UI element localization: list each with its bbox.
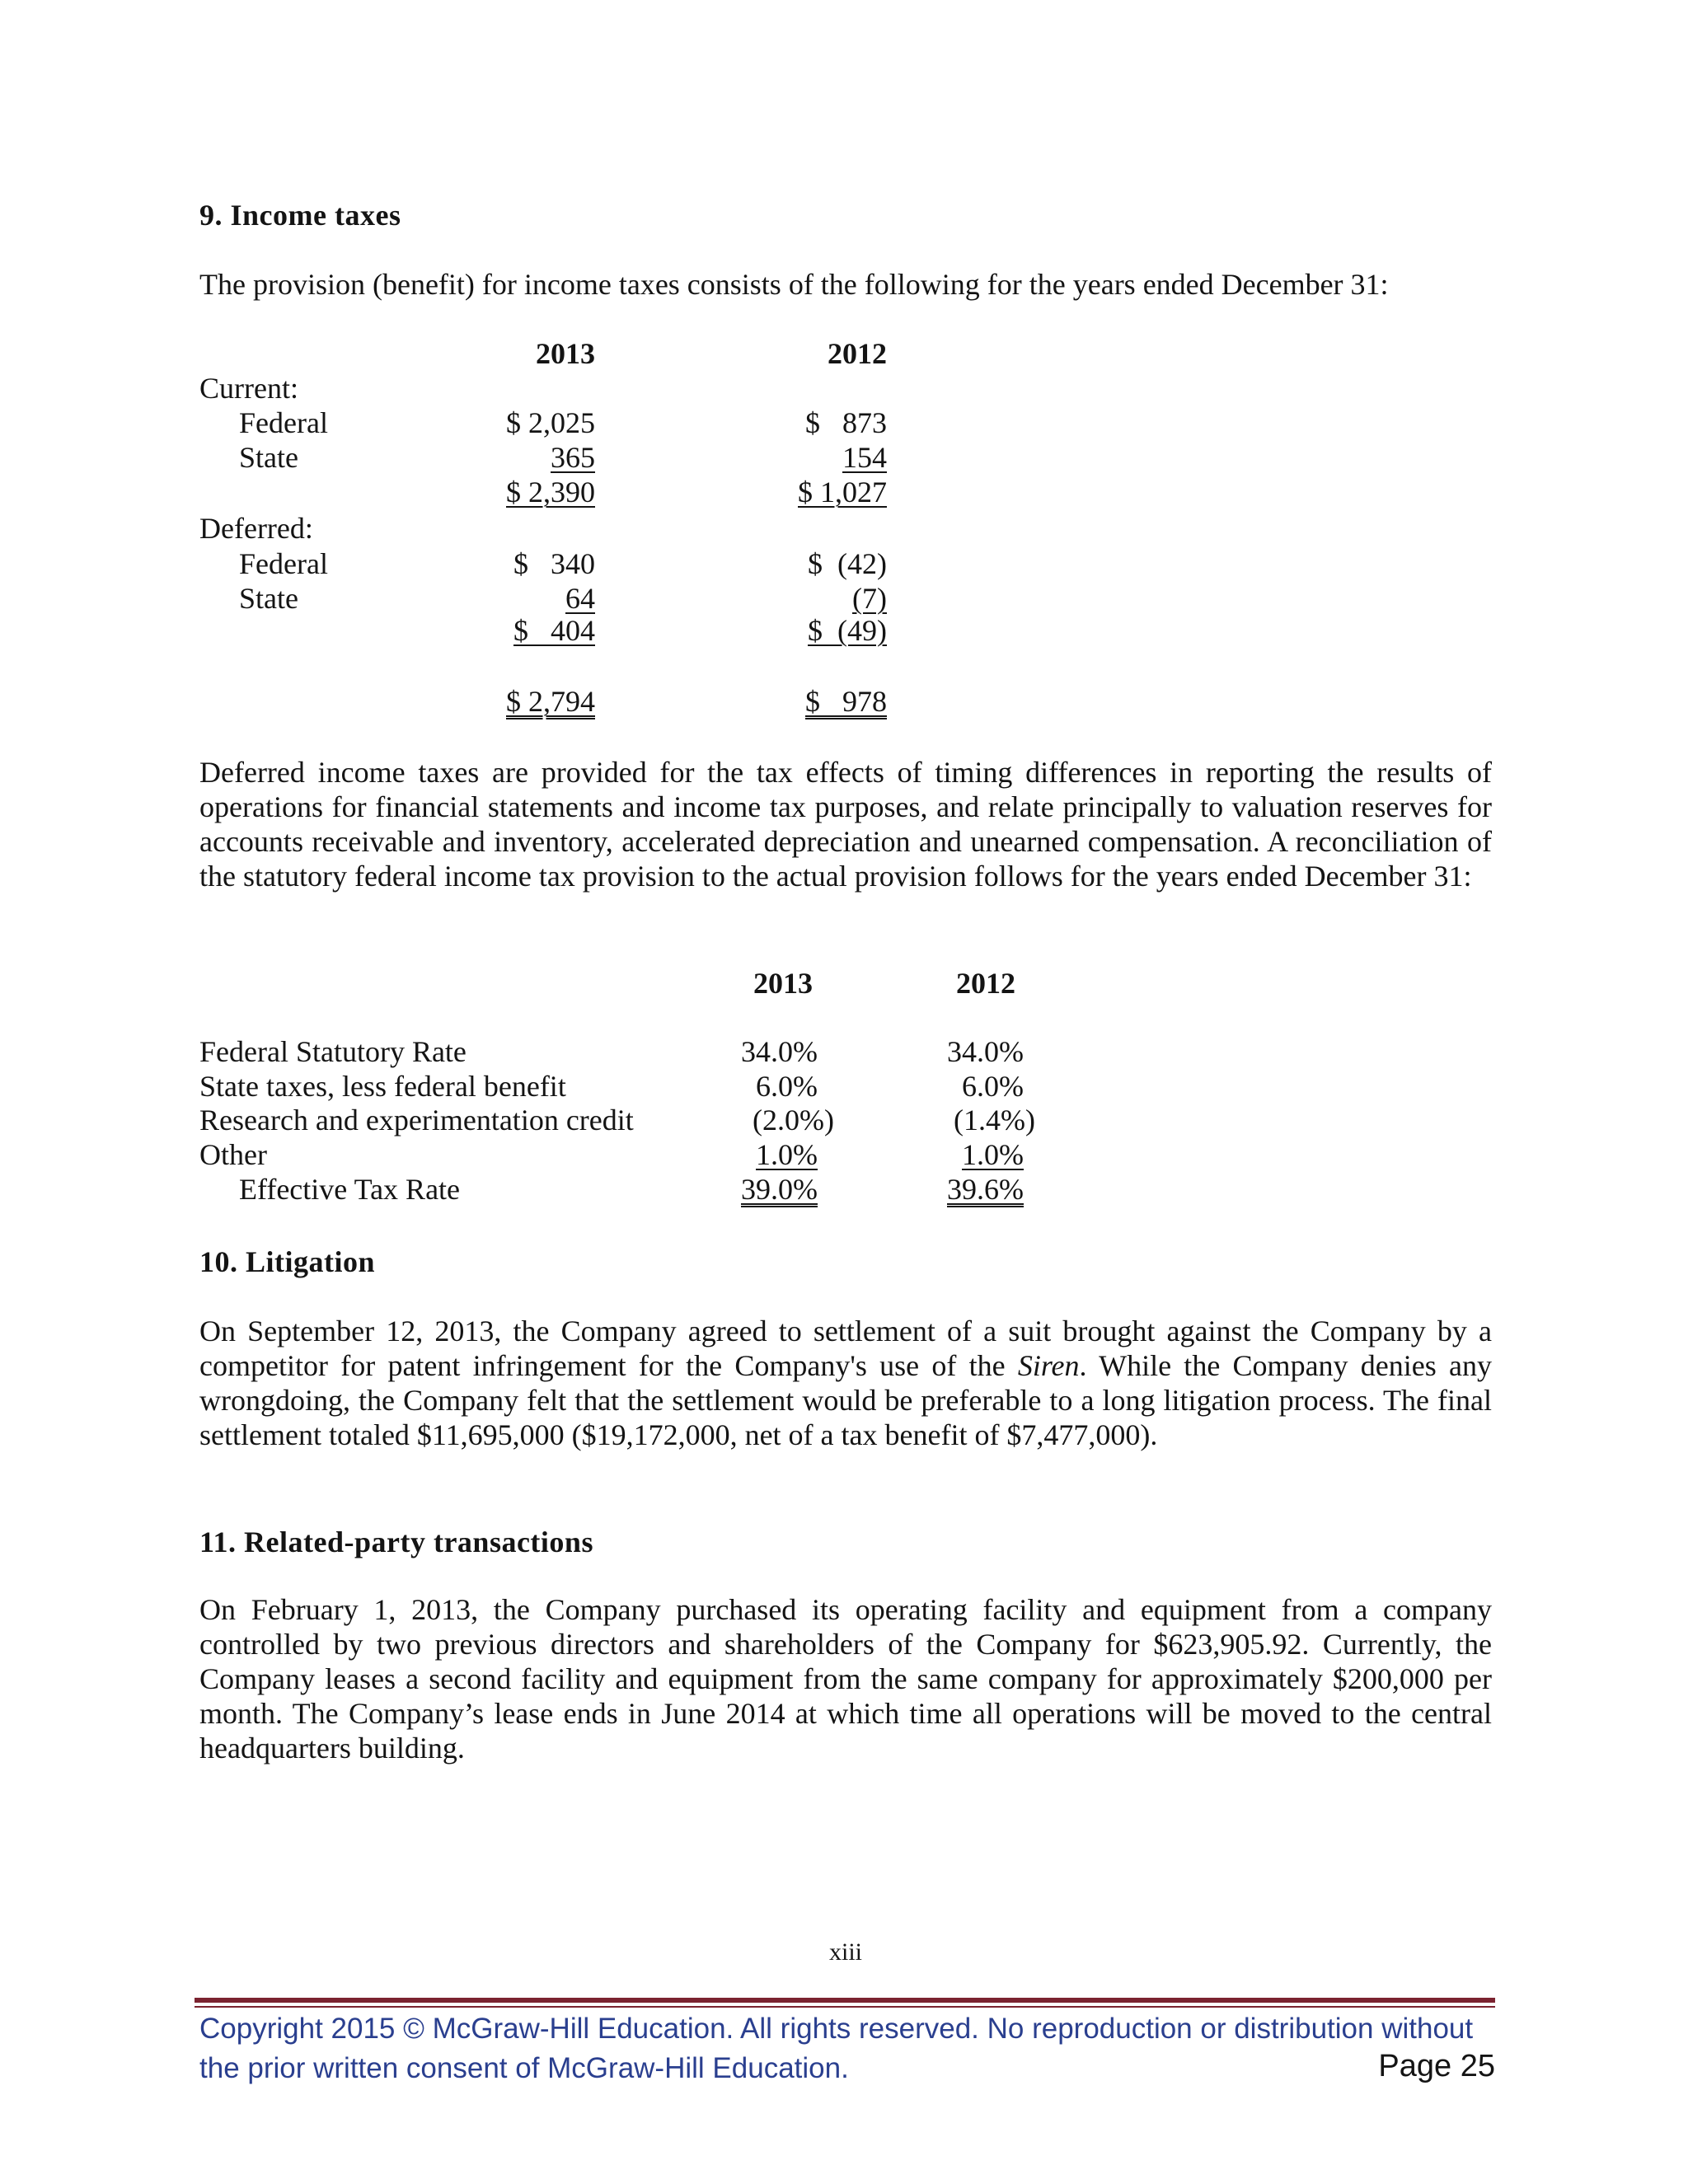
deferred-state-2012: (7): [852, 582, 887, 615]
litigation-text-before: On September 12, 2013, the Company agreed to settlement of a suit brought against the Company by a competitor for patent infringement for the Company's use of the: [199, 1315, 1492, 1382]
recon-label-research-credit: Research and experimentation credit: [199, 1104, 634, 1137]
recon-effective-rate-2013: 39.0%: [741, 1173, 818, 1206]
litigation-paragraph: [199, 1314, 1492, 1452]
deferred-total-2012: $ (49): [808, 614, 887, 647]
footer-rule-thick: [195, 1998, 1495, 2003]
current-total-2012-cell: [750, 475, 887, 509]
provision-col-2012: 2012: [828, 337, 887, 370]
recon-federal-rate-2013: 34.0%: [741, 1035, 818, 1068]
recon-other-2013-cell: [692, 1137, 818, 1172]
litigation-text-after: . While the Company denies any wrongdoing, the Company felt that the settlement would be preferable to a long litigation process. The final settlement totaled $11,695,000 ($19,172,000, net of a tax benefit of $7,477,000).: [199, 1349, 1493, 1451]
recon-research-credit-2013: (2.0%): [753, 1104, 834, 1137]
recon-effective-rate-2012: 39.6%: [947, 1173, 1024, 1206]
recon-federal-rate-2012: 34.0%: [947, 1035, 1024, 1068]
deferred-taxes-paragraph: [199, 755, 1492, 893]
income-taxes-intro: The provision (benefit) for income taxes consists of the following for the years ended December 31:: [199, 268, 1389, 301]
deferred-federal-2012: $ (42): [808, 547, 887, 580]
deferred-state-2012-cell: [750, 581, 887, 616]
recon-label-state-taxes: State taxes, less federal benefit: [199, 1070, 566, 1103]
related-party-paragraph: [199, 1592, 1492, 1765]
related-party-text: On February 1, 2013, the Company purchased its operating facility and equipment from a company controlled by two previous directors and shareholders of the Company for $623,905.92. Currently, the Company leases a second facility and equipment from the same company for approximately $200,000 per month. The Company’s lease ends in June 2014 at which time all operations will be moved to the central headquarters building.: [199, 1593, 1492, 1765]
footer-copyright-line1: Copyright 2015 © McGraw-Hill Education. All rights reserved. No reproduction or distribution without: [199, 2013, 1474, 2045]
current-total-2013-cell: [462, 475, 595, 509]
current-state-label: State: [239, 441, 298, 474]
footer-copyright-line2: the prior written consent of McGraw-Hill Education.: [199, 2052, 849, 2084]
recon-label-federal-rate: Federal Statutory Rate: [199, 1035, 467, 1068]
deferred-federal-2013: $ 340: [513, 547, 595, 580]
deferred-total-2012-cell: [750, 613, 887, 648]
section-heading-litigation: 10. Litigation: [199, 1245, 376, 1278]
recon-effective-rate-2012-cell: [898, 1172, 1024, 1207]
deferred-total-2013-cell: [462, 613, 595, 648]
recon-other-2012-cell: [898, 1137, 1024, 1172]
recon-state-taxes-2012: 6.0%: [962, 1070, 1024, 1103]
current-state-2012-cell: [750, 440, 887, 475]
recon-effective-rate-2013-cell: [692, 1172, 818, 1207]
deferred-state-2013: 64: [565, 582, 595, 615]
current-federal-label: Federal: [239, 406, 328, 439]
recon-label-other: Other: [199, 1138, 267, 1171]
grand-total-2013: $ 2,794: [506, 685, 595, 718]
deferred-taxes-text: Deferred income taxes are provided for the tax effects of timing differences in reporting the results of operations for financial statements and income tax purposes, and relate principally to valuation reserves for accounts receivable and inventory, accelerated depreciation and unearned compensation. A reconciliation of the statutory federal income tax provision to the actual provision follows for the years ended December 31:: [199, 756, 1492, 893]
section-heading-income-taxes: 9. Income taxes: [199, 199, 401, 232]
current-state-2012: 154: [842, 441, 887, 474]
deferred-federal-label: Federal: [239, 547, 328, 580]
current-federal-2012: $ 873: [805, 406, 887, 439]
recon-label-effective-rate: Effective Tax Rate: [239, 1173, 461, 1206]
deferred-state-label: State: [239, 582, 298, 615]
footer-rule-thin: [195, 2006, 1495, 2008]
footer-page-number: Page 25: [1378, 2049, 1495, 2083]
recon-other-2012: 1.0%: [962, 1138, 1024, 1171]
deferred-total-2013: $ 404: [513, 614, 595, 647]
grand-total-2012-cell: [750, 684, 887, 719]
litigation-text: [199, 1314, 1492, 1452]
recon-state-taxes-2013: 6.0%: [756, 1070, 818, 1103]
grand-total-2012: $ 978: [805, 685, 887, 718]
deferred-state-2013-cell: [462, 581, 595, 616]
grand-total-2013-cell: [462, 684, 595, 719]
current-state-2013: 365: [551, 441, 595, 474]
current-state-2013-cell: [462, 440, 595, 475]
provision-col-2013: 2013: [536, 337, 595, 370]
current-label: Current:: [199, 372, 298, 405]
recon-research-credit-2012: (1.4%): [954, 1104, 1035, 1137]
recon-col-2012: 2012: [956, 967, 1015, 1000]
litigation-text-italic: Siren: [1017, 1349, 1080, 1382]
recon-other-2013: 1.0%: [756, 1138, 818, 1171]
recon-col-2013: 2013: [753, 967, 813, 1000]
deferred-label: Deferred:: [199, 512, 313, 545]
current-total-2012: $ 1,027: [798, 476, 887, 509]
current-federal-2013: $ 2,025: [506, 406, 595, 439]
section-heading-related-party: 11. Related-party transactions: [199, 1526, 593, 1558]
current-total-2013: $ 2,390: [506, 476, 595, 509]
page-roman-numeral: xiii: [829, 1938, 863, 1966]
